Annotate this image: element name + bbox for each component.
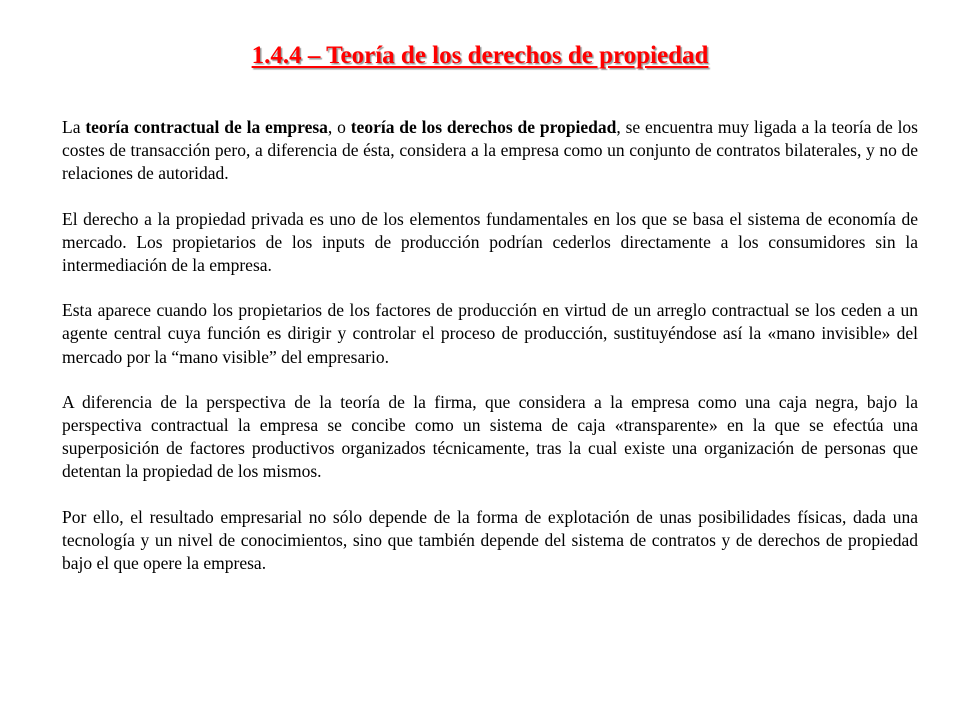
paragraph-1-text-e: , se encuentra muy ligada a la teoría de los costes de transacción pero, a diferencia de ésta, considera a la empresa como un conjunto de contratos bilaterales, y no de relaciones de autoridad. xyxy=(62,117,918,184)
paragraph-1-bold-term-2: teoría de los derechos de propiedad xyxy=(350,117,617,137)
paragraph-1-bold-term-1: teoría contractual de la empresa xyxy=(85,117,328,137)
slide-body xyxy=(62,116,918,597)
paragraph-1-text-a: La xyxy=(62,117,86,137)
paragraph-5: Por ello, el resultado empresarial no sólo depende de la forma de explotación de unas posibilidades físicas, dada una tecnología y un nivel de conocimientos, sino que también depende del sistema de contratos y de derechos de propiedad bajo el que opere la empresa. xyxy=(62,506,918,574)
paragraph-1 xyxy=(62,116,918,186)
slide-title: 1.4.4 – Teoría de los derechos de propiedad xyxy=(251,42,709,69)
paragraph-1-text-c: , o xyxy=(327,117,351,137)
paragraph-4: A diferencia de la perspectiva de la teoría de la firma, que considera a la empresa como una caja negra, bajo la perspectiva contractual la empresa se concibe como un sistema de caja «transparente» en la que se efectúa una superposición de factores productivos organizados técnicamente, tras la cual existe una organización de personas que detentan la propiedad de los mismos. xyxy=(62,391,918,482)
paragraph-3: Esta aparece cuando los propietarios de los factores de producción en virtud de un arreglo contractual se los ceden a un agente central cuya función es dirigir y controlar el proceso de producción, sustituyéndose así la «mano invisible» del mercado por la “mano visible” del empresario. xyxy=(62,300,918,367)
paragraph-2: El derecho a la propiedad privada es uno de los elementos fundamentales en los que se basa el sistema de economía de mercado. Los propietarios de los inputs de producción podrían cederlos directamente a los consumidores sin la intermediación de la empresa. xyxy=(62,208,918,276)
